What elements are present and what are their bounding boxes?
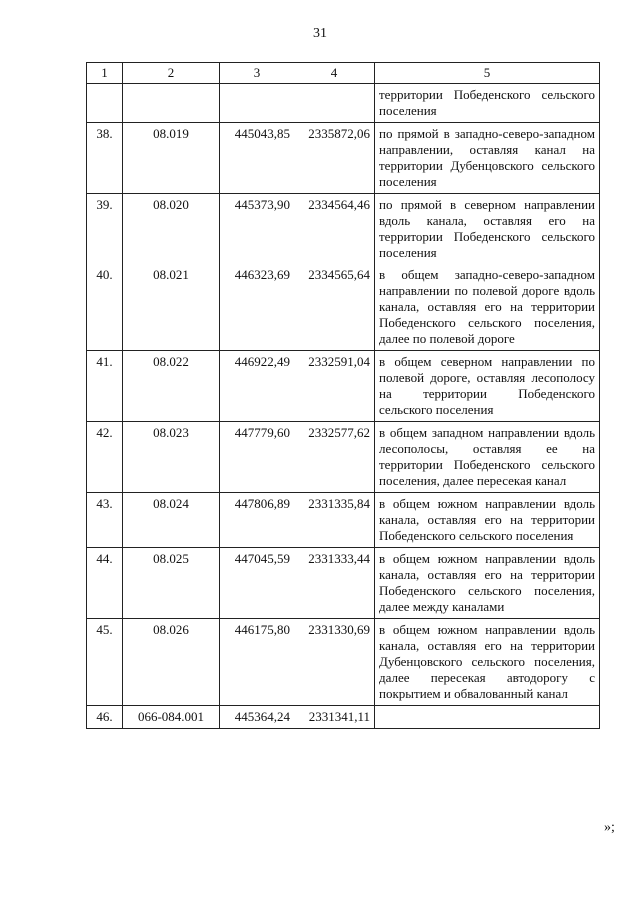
- coord-x: 447045,59: [220, 548, 295, 619]
- point-code: 08.025: [123, 548, 220, 619]
- boundary-description: в общем южном направлении вдоль канала, оставляя его на территории Победенского сельского поселения, далее между каналами: [375, 548, 600, 619]
- point-code: [123, 84, 220, 123]
- header-col-1: 1: [87, 63, 123, 84]
- point-code: 08.022: [123, 351, 220, 422]
- point-code: 066-084.001: [123, 706, 220, 729]
- point-code: 08.024: [123, 493, 220, 548]
- table-row: [87, 619, 600, 706]
- boundary-description: [375, 706, 600, 729]
- point-number: 39.: [87, 194, 123, 265]
- boundary-description: территории Победенского сельского поселения: [375, 84, 600, 123]
- table-row: [87, 493, 600, 548]
- header-col-5: 5: [375, 63, 600, 84]
- boundary-description: в общем северном направлении по полевой дороге, оставляя лесополосу на территории Победенского сельского поселения: [375, 351, 600, 422]
- coord-x: 446175,80: [220, 619, 295, 706]
- point-code: 08.019: [123, 123, 220, 194]
- table-row: [87, 351, 600, 422]
- coord-x: 446323,69: [220, 264, 295, 351]
- table-row: [87, 548, 600, 619]
- page-number: 31: [313, 26, 327, 41]
- coord-y: 2331330,69: [294, 619, 375, 706]
- point-code: 08.026: [123, 619, 220, 706]
- point-number: 46.: [87, 706, 123, 729]
- point-number: 44.: [87, 548, 123, 619]
- boundary-description: в общем западном направлении вдоль лесополосы, оставляя ее на территории Победенского сельского поселения, далее пересекая канал: [375, 422, 600, 493]
- coord-x: 446922,49: [220, 351, 295, 422]
- boundary-description: в общем южном направлении вдоль канала, оставляя его на территории Победенского сельского поселения: [375, 493, 600, 548]
- coord-y: 2332591,04: [294, 351, 375, 422]
- table-row: [87, 706, 600, 729]
- coord-x: 445373,90: [220, 194, 295, 265]
- table-row: [87, 422, 600, 493]
- table-row: [87, 84, 600, 123]
- point-number: [87, 84, 123, 123]
- point-code: 08.021: [123, 264, 220, 351]
- boundary-description: по прямой в северном направлении вдоль канала, оставляя его на территории Победенского сельского поселения: [375, 194, 600, 265]
- coord-y: 2334564,46: [294, 194, 375, 265]
- point-code: 08.023: [123, 422, 220, 493]
- closing-quote-mark: »;: [604, 820, 615, 835]
- coord-y: 2331333,44: [294, 548, 375, 619]
- boundary-description: в общем южном направлении вдоль канала, оставляя его на территории Дубенцовского сельского поселения, далее пересекая автодорогу с покрытием и обвалованный канал: [375, 619, 600, 706]
- table-row: [87, 194, 600, 265]
- point-number: 40.: [87, 264, 123, 351]
- coord-y: 2331335,84: [294, 493, 375, 548]
- point-number: 38.: [87, 123, 123, 194]
- coord-x: 445364,24: [220, 706, 295, 729]
- coord-x: 447806,89: [220, 493, 295, 548]
- coord-y: 2334565,64: [294, 264, 375, 351]
- table-row: [87, 264, 600, 351]
- coord-x: 445043,85: [220, 123, 295, 194]
- boundary-description: в общем западно-северо-западном направлении по полевой дороге вдоль канала, оставляя его на территории Победенского сельского поселения, далее по полевой дороге: [375, 264, 600, 351]
- coord-x: 447779,60: [220, 422, 295, 493]
- coord-y: 2335872,06: [294, 123, 375, 194]
- point-number: 42.: [87, 422, 123, 493]
- point-number: 43.: [87, 493, 123, 548]
- table-row: [87, 123, 600, 194]
- header-col-4: 4: [294, 63, 375, 84]
- point-number: 41.: [87, 351, 123, 422]
- header-col-2: 2: [123, 63, 220, 84]
- coord-y: 2332577,62: [294, 422, 375, 493]
- boundary-description: по прямой в западно-северо-западном направлении, оставляя канал на территории Дубенцовского сельского поселения: [375, 123, 600, 194]
- boundary-points-table: [86, 62, 600, 729]
- coord-x: [220, 84, 295, 123]
- table-header-row: [87, 63, 600, 84]
- point-code: 08.020: [123, 194, 220, 265]
- coord-y: [294, 84, 375, 123]
- header-col-3: 3: [220, 63, 295, 84]
- point-number: 45.: [87, 619, 123, 706]
- coord-y: 2331341,11: [294, 706, 375, 729]
